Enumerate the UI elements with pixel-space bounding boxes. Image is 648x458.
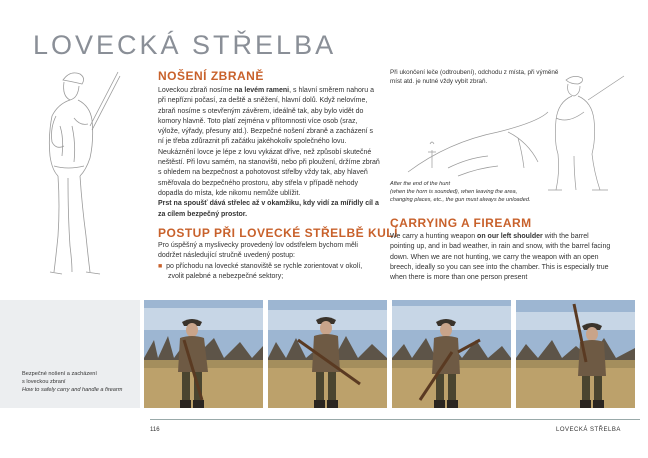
- text-run: with the barrel pointing up, and in bad weather, in rain and snow, with the barrel facing down. When we are not hunting, we carry the weapon with an open breech, ideally so you can see into the chamber. This is especially true when there is more than one person present: [390, 233, 611, 282]
- section-body-carrying-en: [390, 232, 612, 283]
- photo-caption-box: [0, 300, 140, 408]
- photo-shoulder-up: [516, 300, 635, 408]
- unload-note-cz: Při ukončení leče (odtroubení), odchodu z místa, při výměně míst atd. je nutné vždy vybít zbraň.: [390, 69, 559, 85]
- hunter-sketch-illustration: [30, 66, 126, 284]
- section-body-carrying-cz: [158, 86, 380, 220]
- photo-open-breech: [392, 300, 511, 408]
- photo-carry-barrel-down: [268, 300, 387, 408]
- footer-rule: [150, 419, 640, 420]
- section-body-procedure-cz: [158, 241, 380, 282]
- photo-carry-shoulder: [144, 300, 263, 408]
- text-run: , s hlavní směrem nahoru a při nepřízni počasí, za deště a sněžení, hlavní dolů. Když nelovíme, zbraň nosíme s otevřeným závěrem, ideálně tak, aby bylo vidět do komory hlavně. Toto platí zejména v přítomnosti více osob (sraz, výlože, výřady, přesuny atd.). Bezpečné nošení zbraně a zacházení s ní je třeba zdůraznit při začátku jakéhokoliv společného lovu. Neukáznění lovce je lépe z lovu vykázat dříve, než způsobí skutečné neštěstí. Při lovu samém, na stanovišti, nebo při ploužení, držíme zbraň s ohledem na bezpečnost a pohotovost střelby vždy tak, aby hlaveň směřovala do bezpečného prostoru, aby střela v případě nehody dopadla do místa, kde nikomu nemůže ublížit.: [158, 87, 380, 197]
- unload-caption-en: [390, 180, 560, 204]
- caption-line: How to safely carry and handle a firearm: [22, 387, 123, 393]
- landscape-hunter-sketch: [388, 72, 638, 192]
- section-heading-carrying-cz: NOŠENÍ ZBRANĚ: [158, 69, 264, 83]
- section-heading-carrying-en: CARRYING A FIREARM: [390, 216, 532, 230]
- caption-line: (when the horn is sounded), when leaving the area,: [390, 189, 518, 195]
- caption-line: s loveckou zbraní: [22, 379, 66, 385]
- footer-running-title: LOVECKÁ STŘELBA: [556, 427, 621, 433]
- procedure-bullet: [158, 262, 380, 283]
- section-heading-procedure-cz: POSTUP PŘI LOVECKÉ STŘELBĚ KULÍ: [158, 226, 398, 240]
- bullet-text: po příchodu na lovecké stanoviště se rychle zorientovat v okolí, zvolit palebné a nebezpečné sektory;: [166, 262, 363, 280]
- safety-rule-text: Prst na spoušť dává střelec až v okamžiku, kdy vidí za mířidly cíl a za cílem bezpečný prostor.: [158, 200, 379, 218]
- text-run: Loveckou zbraň nosíme: [158, 87, 235, 94]
- text-emphasis: on our left shoulder: [477, 233, 543, 240]
- procedure-intro: Pro úspěšný a myslivecky provedený lov odstřelem bychom měli dodržet následující stručně uvedený postup:: [158, 242, 358, 260]
- page-number: 116: [150, 427, 160, 433]
- caption-line: changing places, etc., the gun must always be unloaded.: [390, 197, 531, 203]
- photo-caption: [22, 370, 137, 394]
- text-run: We carry a hunting weapon: [390, 233, 478, 240]
- text-emphasis: na levém rameni: [234, 87, 290, 94]
- page-title: LOVECKÁ STŘELBA: [33, 30, 337, 60]
- bullet-icon: ■: [158, 262, 163, 270]
- caption-line: After the end of the hunt: [390, 181, 451, 187]
- caption-line: Bezpečné nošení a zacházení: [22, 371, 97, 377]
